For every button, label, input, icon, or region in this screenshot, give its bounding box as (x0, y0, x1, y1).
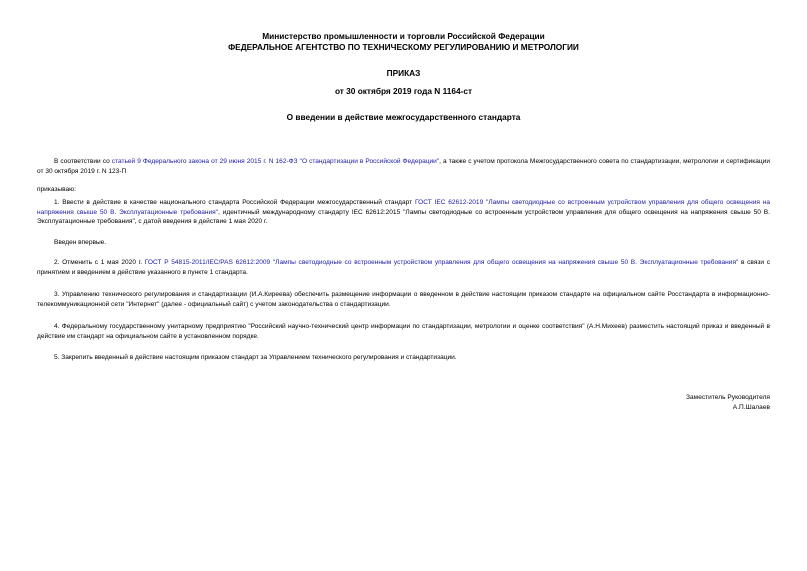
gost-r-54815-2011-link[interactable]: ГОСТ Р 54815-2011/IEC/PAS 62612:2009 "Лампы светодиодные со встроенным устройством управления для общего освещения на напряжения свыше 50 В. Эксплуатационные требования" (144, 259, 739, 266)
paragraph-item-2 (37, 258, 770, 277)
item-1-text-before: 1. Ввести в действие в качестве национального стандарта Российской Федерации межгосударственный стандарт (54, 199, 415, 206)
introduced-first-text: Введен впервые. (54, 239, 107, 246)
law-article-link[interactable]: статьей 9 Федерального закона от 29 июня 2015 г. N 162-ФЗ "О стандартизации в Российской Федерации" (111, 158, 440, 165)
paragraph-item-4 (37, 322, 770, 341)
document-date-number: от 30 октября 2019 года N 1164-ст (334, 86, 473, 96)
paragraph-introduced-first (37, 238, 770, 248)
signatory-position: Заместитель Руководителя (686, 394, 770, 401)
paragraph-order-word: приказываю: (37, 186, 76, 193)
paragraph-preamble (37, 157, 770, 176)
preamble-text-after: , а также с учетом протокола Межгосударственного совета по стандартизации, метрологии и сертификации от 30 октября 2019 г. N 123-П (37, 158, 770, 175)
preamble-text-before: В соответствии со (54, 158, 112, 165)
signatory-name: А.П.Шалаев (732, 404, 770, 411)
agency-name: ФЕДЕРАЛЬНОЕ АГЕНТСТВО ПО ТЕХНИЧЕСКОМУ РЕГУЛИРОВАНИЮ И МЕТРОЛОГИИ (228, 42, 579, 52)
item-2-text-before: 2. Отменить с 1 мая 2020 г. (54, 259, 145, 266)
item-1-text-after: , идентичный международному стандарту IEC 62612:2015 "Лампы светодиодные со встроенным устройством управления для общего освещения на напряжения свыше 50 В. Эксплуатационные требования", с датой введения в действие 1 мая 2020 г. (37, 208, 770, 226)
item-4-text: 4. Федеральному государственному унитарному предприятию "Российский научно-технический центр информации по стандартизации, метрологии и оценке соответствия" (А.Н.Михеев) разместить настоящий приказ и введенный в действие им стандарт на официальном сайте в установленном порядке. (37, 323, 770, 340)
document-type: ПРИКАЗ (386, 68, 421, 78)
item-2-text-after: в связи с принятием и введением в действие указанного в пункте 1 стандарта. (37, 259, 771, 276)
item-5-text: 5. Закрепить введенный в действие настоящим приказом стандарт за Управлением технического регулирования и стандартизации. (54, 354, 457, 361)
gost-iec-62612-2019-link[interactable]: ГОСТ IEC 62612-2019 "Лампы светодиодные со встроенным устройством управления для общего освещения на напряжения свыше 50 В. Эксплуатационные требования" (37, 199, 770, 216)
ministry-name: Министерство промышленности и торговли Российской Федерации (262, 31, 545, 41)
document-title: О введении в действие межгосударственного стандарта (286, 112, 521, 122)
paragraph-item-3 (37, 290, 770, 309)
paragraph-item-5 (37, 353, 770, 363)
item-3-text: 3. Управлению технического регулирования и стандартизации (И.А.Киреева) обеспечить размещение информации о введенном в действие настоящим приказом стандарте на официальном сайте Росстандарта в информационно-телекоммуникационной сети "Интернет" (далее - официальный сайт) с учетом законодательства о стандартизации. (37, 291, 770, 308)
paragraph-item-1 (37, 198, 770, 227)
